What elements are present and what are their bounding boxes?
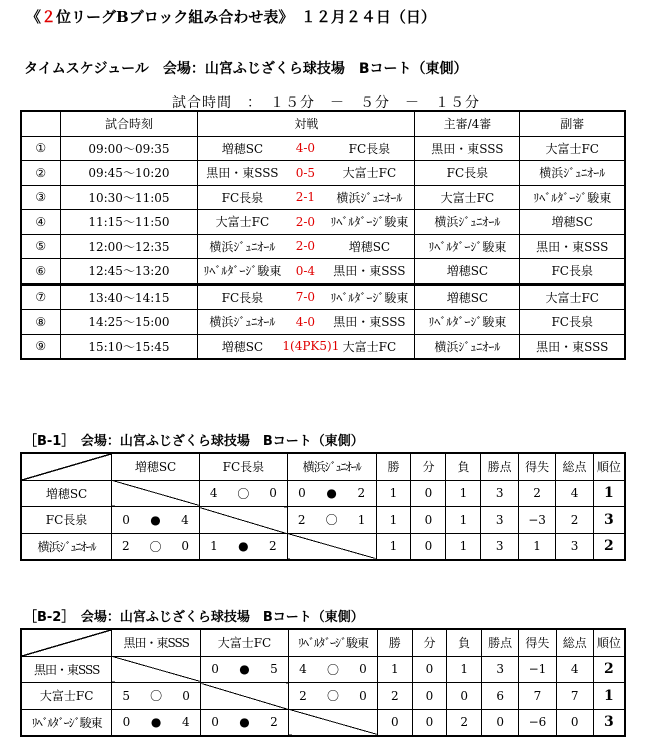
self-match-cell — [289, 709, 378, 736]
match-number: ⑨ — [21, 334, 60, 359]
stat-w: 1 — [377, 656, 412, 683]
table-row — [21, 709, 625, 736]
column-header: 総点 — [556, 453, 593, 480]
match-score: 4-0 — [295, 314, 316, 329]
goal-count: 1 — [357, 512, 366, 527]
match-score: 0-5 — [295, 165, 316, 180]
stat-w: 1 — [376, 480, 411, 507]
column-header: ﾘﾍﾞﾙﾀﾞｰｼﾞ駿東 — [289, 629, 378, 656]
self-match-cell — [112, 656, 201, 683]
goal-count: 0 — [122, 512, 130, 527]
schedule-table — [20, 110, 626, 360]
goal-count: 1 — [210, 539, 218, 554]
self-match-cell — [112, 480, 200, 507]
result-mark: ● — [150, 512, 161, 527]
away-team: 横浜ｼﾞｭﾆｵｰﾙ — [336, 190, 403, 205]
stat-gd: −6 — [519, 709, 556, 736]
goal-count: 2 — [270, 715, 278, 730]
match-time: 10:30～11:05 — [60, 185, 198, 210]
corner-cell — [21, 453, 112, 480]
match-time: 13:40～14:15 — [60, 284, 198, 310]
column-header: 大富士FC — [201, 629, 289, 656]
away-team: ﾘﾍﾞﾙﾀﾞｰｼﾞ駿東 — [330, 215, 409, 230]
away-team: 黒田・東SSS — [333, 264, 406, 279]
result-cell — [199, 533, 287, 560]
league-b2-table — [20, 628, 626, 737]
assistant-referee: 増穂SC — [520, 210, 625, 235]
column-header: 分 — [411, 453, 446, 480]
assistant-referee: 黒田・東SSS — [520, 334, 625, 359]
assistant-referee: ﾘﾍﾞﾙﾀﾞｰｼﾞ駿東 — [520, 185, 625, 210]
goal-count: 0 — [122, 715, 131, 730]
match-score: 2-0 — [295, 239, 316, 254]
match-cell — [198, 185, 415, 210]
assistant-referee: 黒田・東SSS — [520, 234, 625, 259]
team-name: 大富士FC — [21, 683, 112, 710]
stat-gd: 7 — [519, 683, 556, 710]
result-mark: 〇 — [150, 689, 163, 704]
result-cell — [112, 709, 201, 736]
goal-count: 0 — [298, 486, 306, 501]
rank-value: 2 — [593, 533, 625, 560]
stat-d: 0 — [411, 480, 446, 507]
result-mark: ● — [326, 486, 337, 501]
match-time: 15:10～15:45 — [60, 334, 198, 359]
goal-count: 5 — [270, 662, 278, 677]
stat-d: 0 — [411, 533, 446, 560]
team-name: 黒田・東SSS — [21, 656, 112, 683]
result-cell — [289, 683, 378, 710]
stat-pts: 6 — [482, 683, 519, 710]
assistant-referee: 大富士FC — [520, 284, 625, 310]
stat-d: 0 — [412, 656, 447, 683]
column-header: 勝 — [376, 453, 411, 480]
stat-gf: 2 — [556, 507, 593, 534]
goal-count: 4 — [209, 486, 218, 501]
stat-w: 1 — [376, 533, 411, 560]
rank-value: 2 — [593, 656, 625, 683]
column-header: 総点 — [556, 629, 593, 656]
result-mark: 〇 — [325, 513, 338, 528]
stat-pts: 3 — [481, 480, 518, 507]
league-b2-heading: ［B-2］ 会場：山宮ふじざくら球技場 Bコート（東側） — [24, 610, 364, 625]
away-team: 大富士FC — [342, 166, 397, 181]
self-match-cell — [287, 533, 376, 560]
home-team: FC長泉 — [221, 190, 264, 205]
match-score: 7-0 — [295, 290, 316, 305]
result-mark: 〇 — [326, 689, 339, 704]
self-match-cell — [201, 683, 289, 710]
match-time: 14:25～15:00 — [60, 310, 198, 335]
result-cell — [287, 507, 376, 534]
column-header: 黒田・東SSS — [112, 629, 201, 656]
match-cell — [198, 284, 415, 310]
referee: 横浜ｼﾞｭﾆｵｰﾙ — [415, 210, 520, 235]
result-mark: ● — [239, 662, 250, 677]
table-row — [21, 284, 625, 310]
stat-gf: 7 — [556, 683, 593, 710]
away-team: FC長泉 — [348, 141, 391, 156]
result-cell — [201, 656, 289, 683]
match-cell — [198, 259, 415, 285]
stat-pts: 3 — [481, 533, 518, 560]
assistant-referee: FC長泉 — [520, 310, 625, 335]
match-cell — [198, 310, 415, 335]
match-number: ⑦ — [21, 284, 60, 310]
table-row — [21, 310, 625, 335]
goal-count: 0 — [359, 662, 367, 677]
rank-value: 3 — [593, 507, 625, 534]
stat-gd: 1 — [518, 533, 555, 560]
result-cell — [112, 533, 200, 560]
stat-l: 1 — [446, 533, 481, 560]
result-cell — [112, 683, 201, 710]
referee: 黒田・東SSS — [415, 136, 520, 161]
home-team: 大富士FC — [215, 215, 270, 230]
match-number: ④ — [21, 210, 60, 235]
column-header: 勝 — [377, 629, 412, 656]
column-header: 負 — [447, 629, 482, 656]
column-header: 勝点 — [482, 629, 519, 656]
match-number: ⑥ — [21, 259, 60, 285]
away-team: 増穂SC — [348, 239, 391, 254]
home-team: 増穂SC — [221, 339, 264, 354]
stat-d: 0 — [412, 683, 447, 710]
match-number: ③ — [21, 185, 60, 210]
goal-count: 2 — [357, 486, 366, 501]
referee: 横浜ｼﾞｭﾆｵｰﾙ — [415, 334, 520, 359]
match-score: 1(4PK5)1 — [282, 339, 340, 354]
stat-l: 1 — [446, 480, 481, 507]
goal-count: 2 — [121, 539, 130, 554]
home-team: ﾘﾍﾞﾙﾀﾞｰｼﾞ駿東 — [203, 264, 282, 279]
referee: 大富士FC — [415, 185, 520, 210]
match-time: 09:45～10:20 — [60, 161, 198, 186]
stat-d: 0 — [411, 507, 446, 534]
referee: FC長泉 — [415, 161, 520, 186]
schedule-heading: タイムスケジュール 会場：山宮ふじざくら球技場 Bコート（東側） — [24, 61, 468, 77]
column-header: 得失 — [519, 629, 556, 656]
match-cell — [198, 334, 415, 359]
goal-count: 2 — [269, 539, 277, 554]
goal-count: 0 — [211, 662, 219, 677]
table-row — [21, 234, 625, 259]
column-header: 得失 — [518, 453, 555, 480]
table-row — [21, 533, 625, 560]
home-team: 黒田・東SSS — [206, 166, 279, 181]
column-header: FC長泉 — [199, 453, 287, 480]
away-team: 大富士FC — [342, 339, 397, 354]
column-header: 順位 — [593, 629, 625, 656]
table-row — [21, 683, 625, 710]
match-score: 4-0 — [295, 141, 316, 156]
match-number: ⑧ — [21, 310, 60, 335]
goal-count: 5 — [122, 688, 131, 703]
match-score: 2-0 — [295, 214, 316, 229]
away-team: ﾘﾍﾞﾙﾀﾞｰｼﾞ駿東 — [330, 290, 409, 305]
match-time: 11:15～11:50 — [60, 210, 198, 235]
team-name: ﾘﾍﾞﾙﾀﾞｰｼﾞ駿東 — [21, 709, 112, 736]
result-mark: ● — [150, 715, 162, 730]
stat-l: 1 — [447, 656, 482, 683]
table-row — [21, 507, 625, 534]
column-header: 増穂SC — [112, 453, 200, 480]
result-cell — [289, 656, 378, 683]
stat-gd: 2 — [518, 480, 555, 507]
stat-pts: 0 — [482, 709, 519, 736]
stat-l: 0 — [447, 683, 482, 710]
table-row — [21, 480, 625, 507]
stat-w: 0 — [377, 709, 412, 736]
team-name: FC長泉 — [21, 507, 112, 534]
stat-d: 0 — [412, 709, 447, 736]
goal-count: 0 — [182, 688, 190, 703]
rank-value: 1 — [593, 683, 625, 710]
schedule-header: 試合時刻 — [60, 111, 198, 136]
match-cell — [198, 210, 415, 235]
schedule-header: 副審 — [520, 111, 625, 136]
table-row — [21, 185, 625, 210]
assistant-referee: 大富士FC — [520, 136, 625, 161]
table-row — [21, 656, 625, 683]
goal-count: 4 — [299, 662, 307, 677]
stat-pts: 3 — [481, 507, 518, 534]
match-score: 2-1 — [295, 190, 316, 205]
table-row — [21, 161, 625, 186]
match-score: 0-4 — [295, 263, 316, 278]
stat-w: 2 — [377, 683, 412, 710]
home-team: 横浜ｼﾞｭﾆｵｰﾙ — [209, 315, 276, 330]
stat-gd: −3 — [518, 507, 555, 534]
league-b1-heading: ［B-1］ 会場：山宮ふじざくら球技場 Bコート（東側） — [24, 434, 364, 449]
stat-gf: 0 — [556, 709, 593, 736]
rank-value: 1 — [593, 480, 625, 507]
away-team: 黒田・東SSS — [333, 315, 406, 330]
result-cell — [112, 507, 200, 534]
match-time: 12:45～13:20 — [60, 259, 198, 285]
column-header: 負 — [446, 453, 481, 480]
result-mark: ● — [238, 539, 249, 554]
result-mark: 〇 — [326, 662, 339, 677]
table-row — [21, 210, 625, 235]
result-cell — [199, 480, 287, 507]
goal-count: 4 — [181, 512, 189, 527]
goal-count: 2 — [299, 688, 307, 703]
match-time: 09:00～09:35 — [60, 136, 198, 161]
match-cell — [198, 136, 415, 161]
table-row — [21, 136, 625, 161]
stat-l: 2 — [447, 709, 482, 736]
match-number: ② — [21, 161, 60, 186]
league-b1-table — [20, 452, 626, 561]
match-cell — [198, 161, 415, 186]
table-row — [21, 259, 625, 285]
schedule-header: 対戦 — [198, 111, 415, 136]
column-header: 順位 — [593, 453, 625, 480]
result-mark: 〇 — [237, 486, 250, 501]
goal-count: 4 — [182, 715, 190, 730]
stat-w: 1 — [376, 507, 411, 534]
match-number: ⑤ — [21, 234, 60, 259]
title-rank-number: ２ — [41, 8, 57, 26]
stat-gf: 3 — [556, 533, 593, 560]
column-header: 分 — [412, 629, 447, 656]
result-cell — [287, 480, 376, 507]
stat-gd: −1 — [519, 656, 556, 683]
result-cell — [201, 709, 289, 736]
match-time-note: 試合時間 ： １５分 － ５分 － １５分 — [172, 95, 480, 111]
home-team: 横浜ｼﾞｭﾆｵｰﾙ — [209, 239, 276, 254]
column-header: 勝点 — [481, 453, 518, 480]
match-number: ① — [21, 136, 60, 161]
goal-count: 0 — [269, 486, 277, 501]
result-mark: 〇 — [149, 539, 162, 554]
goal-count: 0 — [359, 688, 367, 703]
table-row — [21, 334, 625, 359]
home-team: 増穂SC — [221, 141, 264, 156]
stat-l: 1 — [446, 507, 481, 534]
referee: 増穂SC — [415, 259, 520, 285]
stat-gf: 4 — [556, 480, 593, 507]
schedule-header: 主審/4審 — [415, 111, 520, 136]
page-title: 《２位リーグBブロック組み合わせ表》 １２月２４日（日） — [26, 8, 436, 26]
team-name: 増穂SC — [21, 480, 112, 507]
stat-gf: 4 — [556, 656, 593, 683]
match-time: 12:00～12:35 — [60, 234, 198, 259]
referee: 増穂SC — [415, 284, 520, 310]
referee: ﾘﾍﾞﾙﾀﾞｰｼﾞ駿東 — [415, 310, 520, 335]
schedule-header — [21, 111, 60, 136]
match-cell — [198, 234, 415, 259]
team-name: 横浜ｼﾞｭﾆｵｰﾙ — [21, 533, 112, 560]
goal-count: 0 — [181, 539, 189, 554]
assistant-referee: 横浜ｼﾞｭﾆｵｰﾙ — [520, 161, 625, 186]
self-match-cell — [199, 507, 287, 534]
referee: ﾘﾍﾞﾙﾀﾞｰｼﾞ駿東 — [415, 234, 520, 259]
assistant-referee: FC長泉 — [520, 259, 625, 285]
rank-value: 3 — [593, 709, 625, 736]
corner-cell — [21, 629, 112, 656]
home-team: FC長泉 — [221, 290, 264, 305]
goal-count: 2 — [297, 512, 306, 527]
goal-count: 0 — [211, 715, 219, 730]
result-mark: ● — [239, 715, 250, 730]
column-header: 横浜ｼﾞｭﾆｵｰﾙ — [287, 453, 376, 480]
stat-pts: 3 — [482, 656, 519, 683]
